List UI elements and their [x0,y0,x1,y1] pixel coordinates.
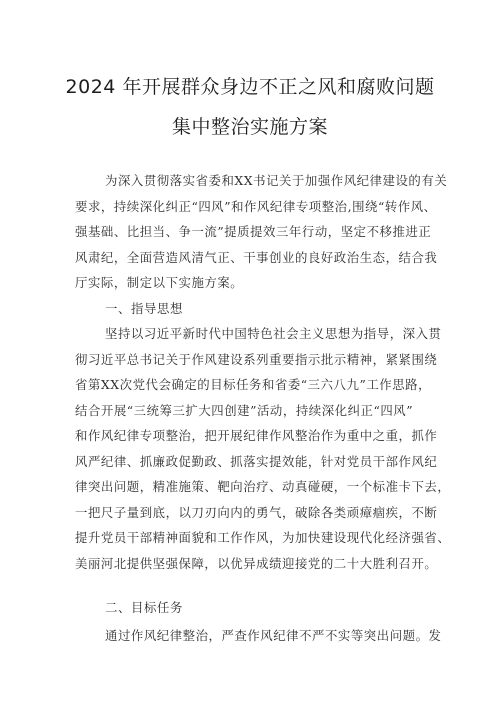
body-line: 坚持以习近平新时代中国特色社会主义思想为指导，深入贯 [105,326,442,341]
body-line: 提升党员干部精神面貌和工作作风，为加快建设现代化经济强省、 [75,530,451,545]
body-line: 律突出问题，精准施策、靶向治疗、动真碰硬，一个标准卡下去， [75,479,451,494]
body-line: 一把尺子量到底，以刀刃向内的勇气，破除各类顽瘴痼疾，不断 [75,505,438,520]
body-line: 通过作风纪律整治，严查作风纪律不严不实等突出问题。发 [105,628,442,643]
section-heading: 一、指导思想 [105,301,183,316]
body-line: 风严纪律、抓廉政促勤政、抓落实提效能，针对党员干部作风纪 [75,454,438,469]
intro-line: 厅实际，制定以下实施方案。 [75,275,244,290]
intro-line: 强基础、比担当、争一流”提质提效三年行动，坚定不移推进正 [75,224,432,239]
body-line: 和作风纪律专项整治，把开展纪律作风整治作为重中之重，抓作 [75,428,438,443]
intro-line: 风肃纪，全面营造风清气正、干事创业的良好政治生态，结合我 [75,250,438,265]
intro-line: 为深入贯彻落实省委和XX书记关于加强作风纪律建设的有关 [105,173,448,188]
section-heading: 二、目标任务 [105,600,183,615]
body-line: 结合开展“三统筹三扩大四创建”活动，持续深化纠正“四风” [75,403,414,418]
body-line: 彻习近平总书记关于作风建设系列重要指示批示精神，紧紧围绕 [75,352,438,367]
document-title-line-2: 集中整治实施方案 [171,116,328,138]
intro-line: 要求，持续深化纠正“四风”和作风纪律专项整治,围绕“转作风、 [75,199,437,214]
body-line: 省第XX次党代会确定的目标任务和省委“三六八九”工作思路， [75,377,432,392]
document-title-line-1: 2024 年开展群众身边不正之风和腐败问题 [65,76,435,98]
body-line: 美丽河北提供坚强保障，以优异成绩迎接党的二十大胜利召开。 [75,556,438,571]
